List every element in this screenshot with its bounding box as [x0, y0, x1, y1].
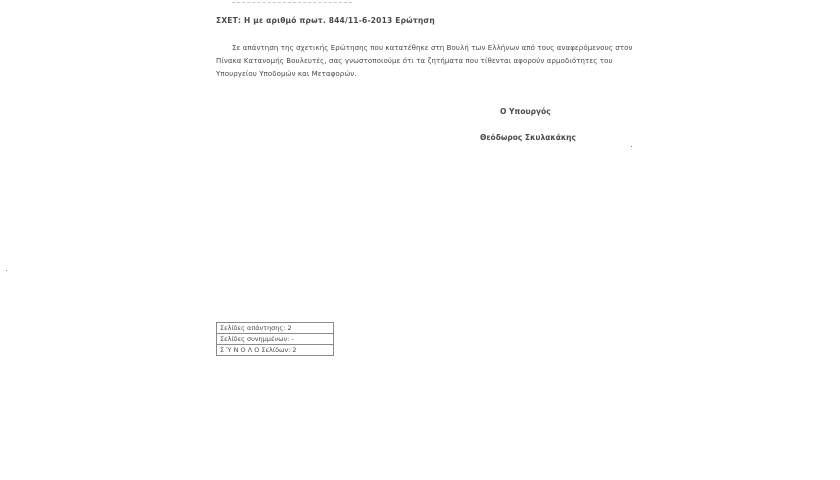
signature-name: Θεόδωρος Σκυλακάκης	[480, 133, 576, 142]
page-count-table	[216, 322, 334, 356]
table-row	[217, 345, 334, 356]
body-text-line-1: Σε απάντηση της σχετικής Ερώτησης που κατατέθηκε στη Βουλή των Ελλήνων από τους αναφερόμενους στον	[232, 44, 633, 52]
scan-speck	[6, 270, 7, 271]
table-row	[217, 323, 334, 334]
signature-title: Ο Υπουργός	[500, 107, 551, 116]
subject-line: ΣΧΕΤ: Η με αριθμό πρωτ. 844/11-6-2013 Ερώτηση	[216, 16, 435, 25]
scan-speck	[631, 146, 632, 147]
body-text-line-2: Πίνακα Κατανομής Βουλευτές, σας γνωστοποιούμε ότι τα ζητήματα που τίθενται αφορούν αρμοδιότητες του	[216, 57, 613, 65]
table-row	[217, 334, 334, 345]
body-text-line-3: Υπουργείου Υποδομών και Μεταφορών.	[216, 70, 357, 78]
attachment-pages-cell: Σελίδες συνημμένων: -	[217, 334, 334, 345]
cropped-header-fragment	[232, 0, 352, 3]
total-pages-cell: Σ Ύ Ν Ο Λ Ο Σελίδων: 2	[217, 345, 334, 356]
answer-pages-cell: Σελίδες απάντησης: 2	[217, 323, 334, 334]
